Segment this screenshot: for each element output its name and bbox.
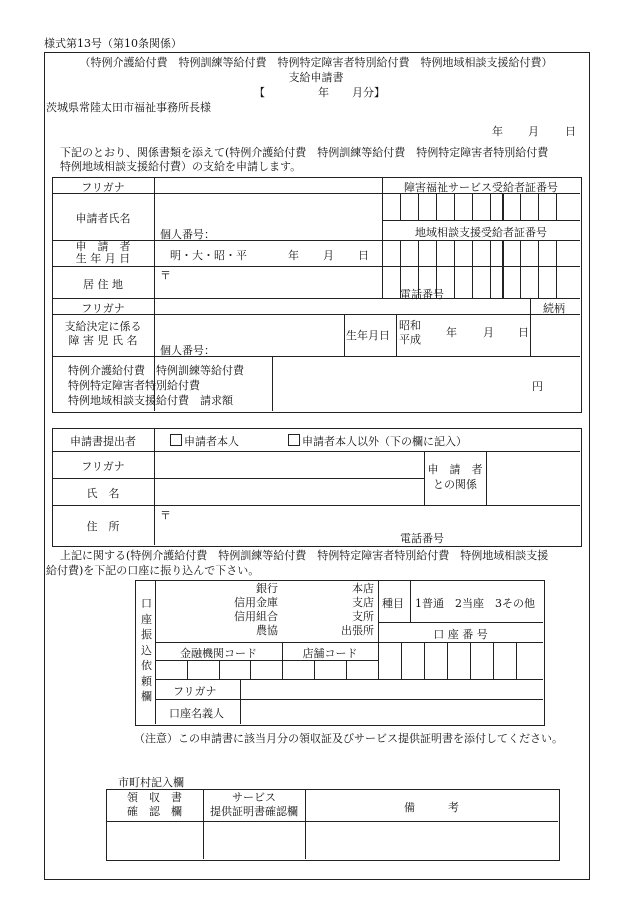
bank-account-no-label: 口 座 番 号 <box>433 628 488 641</box>
bank-type-0: 銀行 <box>256 582 278 595</box>
municipal-col3: 備 考 <box>404 801 459 814</box>
bank-kind-label: 種目 <box>382 597 404 610</box>
applicant-birth-label1: 申 請 者 <box>75 240 131 253</box>
bank-holder-label: 口座名義人 <box>169 707 224 720</box>
note: （注意）この申請書に該当月分の領収証及びサービス提供証明書を添付してください。 <box>134 732 563 745</box>
applicant-postal-mark: 〒 <box>160 269 171 282</box>
bank-type-1: 信用金庫 <box>234 596 278 609</box>
child-birth-d: 日 <box>518 326 529 339</box>
title-line1: （特例介護給付費 特例訓練等給付費 特例特定障害者特別給付費 特例地域相談支援給付費） <box>79 56 553 69</box>
municipal-title: 市町村記入欄 <box>118 776 184 789</box>
submitter-label: 申請書提出者 <box>70 435 136 448</box>
submitter-address-label: 住 所 <box>86 520 120 533</box>
applicant-birth-m: 月 <box>323 249 334 262</box>
submitter-opt2-label: 申請者本人以外（下の欄に記入） <box>302 435 467 448</box>
submitter-phone-label: 電話番号 <box>400 532 444 545</box>
transfer-line1: 上記に関する(特例介護給付費 特例訓練等給付費 特例特定障害者特別給付費 特例地域相談支援 <box>60 549 549 562</box>
bank-branch-1: 支店 <box>352 596 374 609</box>
claim-line2: 特例特定障害者特別給付費 <box>68 379 200 392</box>
bank-branch-0: 本店 <box>352 582 374 595</box>
child-era2: 平成 <box>399 333 421 346</box>
title-bracket: 【 <box>254 86 265 99</box>
child-birth-label: 生年月日 <box>346 329 390 342</box>
child-birth-y: 年 <box>446 326 457 339</box>
bank-branch-code-label: 店舗コード <box>302 647 358 660</box>
submitter-relation1: 申 請 者 <box>427 463 483 476</box>
applicant-individual-no-label: 個人番号： <box>160 228 215 241</box>
bank-type-3: 農協 <box>256 624 278 637</box>
bank-kinds: 1普通 2当座 3その他 <box>415 597 535 610</box>
bank-branch-3: 出張所 <box>341 624 374 637</box>
bank-branch-2: 支所 <box>352 610 374 623</box>
child-era1: 昭和 <box>399 319 421 332</box>
bank-furigana-label: フリガナ <box>173 685 217 698</box>
intro-line1: 下記のとおり、関係書類を添えて(特例介護給付費 特例訓練等給付費 特例特定障害者特別給付費 <box>60 146 549 159</box>
date-month: 月 <box>528 125 539 138</box>
bank-side-label: 口 座 振 込 依 頼 欄 <box>141 597 152 703</box>
title-month: 月分】 <box>352 86 385 99</box>
applicant-birth-y: 年 <box>288 249 299 262</box>
child-label2: 障 害 児 氏 名 <box>68 334 138 347</box>
submitter-opt1-label: 申請者本人 <box>184 435 239 448</box>
municipal-col2-b: 提供証明書確認欄 <box>210 805 298 818</box>
claim-yen: 円 <box>532 380 543 393</box>
bank-type-2: 信用組合 <box>234 610 278 623</box>
applicant-furigana-label: フリガナ <box>81 181 125 194</box>
title-year: 年 <box>318 86 329 99</box>
submitter-self-checkbox[interactable] <box>170 434 182 446</box>
date-day: 日 <box>565 125 576 138</box>
applicant-phone-label: 電話番号 <box>400 288 444 301</box>
submitter-relation2: との関係 <box>433 478 477 491</box>
addressee: 茨城県常陸太田市福祉事務所長様 <box>46 101 211 114</box>
child-individual-no-label: 個人番号： <box>160 344 215 357</box>
submitter-opt2[interactable] <box>288 433 467 449</box>
municipal-col1-b: 確 認 欄 <box>127 805 182 818</box>
child-furigana-label: フリガナ <box>81 302 125 315</box>
child-relation-label: 続柄 <box>543 302 565 315</box>
regional-cert-label: 地域相談支援受給者証番号 <box>415 226 547 239</box>
submitter-name-label: 氏 名 <box>86 487 120 500</box>
intro-line2: 特例地域相談支援給付費）の支給を申請します。 <box>60 160 302 173</box>
municipal-col1-a: 領 収 書 <box>127 791 182 804</box>
bank-inst-code-label: 金融機関コード <box>180 647 257 660</box>
form-number: 様式第13号（第10条関係） <box>44 37 182 50</box>
date-year: 年 <box>492 125 503 138</box>
submitter-furigana-label: フリガナ <box>81 460 125 473</box>
submitter-opt1[interactable] <box>170 433 239 449</box>
submitter-postal-mark: 〒 <box>160 509 171 522</box>
claim-line1: 特例介護給付費 特例訓練等給付費 <box>68 364 244 377</box>
municipal-col2-a: サービス <box>232 791 276 804</box>
claim-line3: 特例地域相談支援給付費 請求額 <box>68 394 233 407</box>
child-label1: 支給決定に係る <box>64 320 142 333</box>
applicant-name-label: 申請者氏名 <box>75 212 131 225</box>
service-cert-label: 障害福祉サービス受給者証番号 <box>404 181 558 194</box>
submitter-other-checkbox[interactable] <box>288 434 300 446</box>
applicant-birth-label2: 生 年 月 日 <box>75 252 131 265</box>
title-line2: 支給申請書 <box>288 71 344 84</box>
applicant-address-label: 居 住 地 <box>83 278 123 291</box>
applicant-birth-d: 日 <box>358 249 369 262</box>
child-birth-m: 月 <box>483 326 494 339</box>
transfer-line2: 給付費)を下記の口座に振り込んで下さい。 <box>46 564 260 577</box>
applicant-birth-eras: 明・大・昭・平 <box>170 249 247 262</box>
